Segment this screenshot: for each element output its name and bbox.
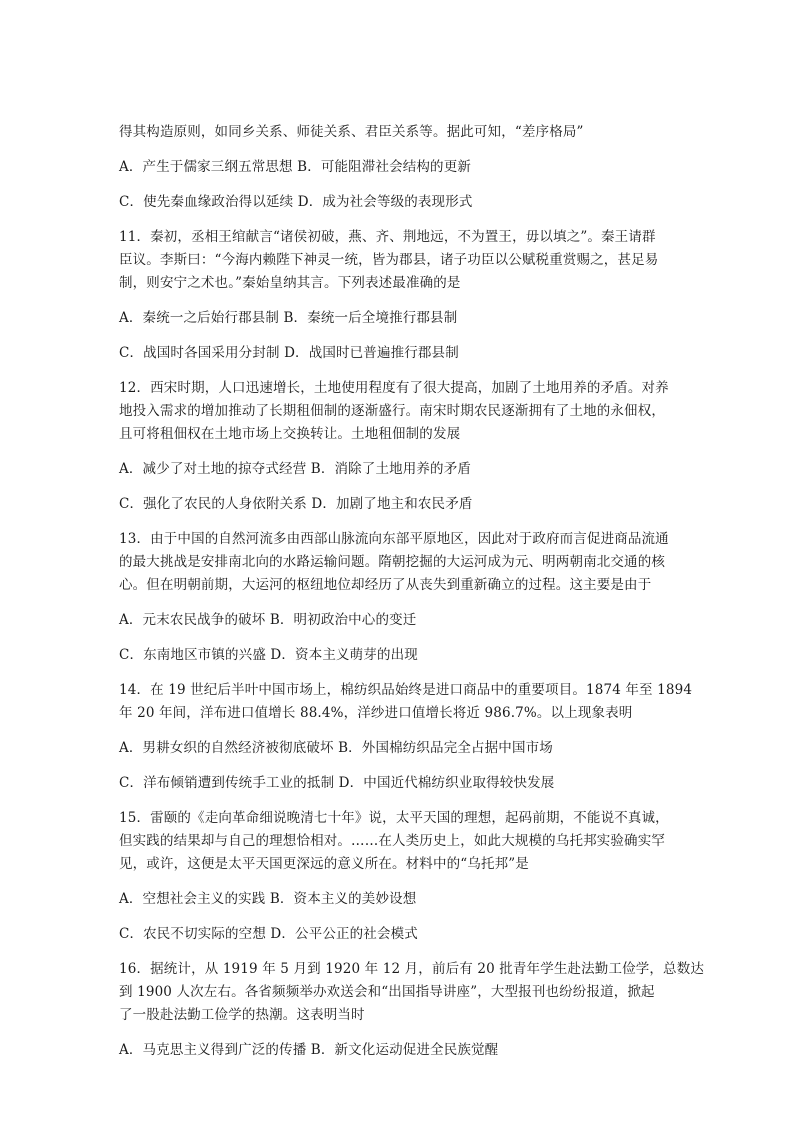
- q12-stem-line-3: 且可将租佃权在土地市场上交换转让。土地租佃制的发展: [119, 426, 461, 442]
- q13-stem-line-3: 心。但在明朝前期，大运河的枢纽地位却经历了从丧失到重新确立的过程。这主要是由于: [119, 577, 652, 593]
- q12-stem-line-2: 地投入需求的增加推动了长期租佃制的逐渐盛行。南宋时期农民逐渐拥有了土地的永佃权，: [119, 403, 665, 419]
- q13-options-ab: A．元末农民战争的破坏 B．明初政治中心的变迁: [119, 612, 417, 628]
- q12-stem-line-1: 12．西宋时期，人口迅速增长，土地使用程度有了很大提高，加剧了土地用养的矛盾。对养: [119, 380, 669, 396]
- q11-stem-line-2: 臣议。李斯曰：“今海内赖陛下神灵一统，皆为郡县，诸子功臣以公赋税重赏赐之，甚足易: [119, 252, 659, 268]
- q13-stem-line-1: 13．由于中国的自然河流多由西部山脉流向东部平原地区，因此对于政府而言促进商品流通: [119, 531, 669, 547]
- q11-options-cd: C．战国时各国采用分封制 D．战国时已普遍推行郡县制: [119, 345, 459, 361]
- q16-options-ab: A．马克思主义得到广泛的传播 B．新文化运动促进全民族觉醒: [119, 1042, 499, 1058]
- q14-stem-line-1: 14．在 19 世纪后半叶中国市场上，棉纺织品始终是进口商品中的重要项目。1874 年至 1894: [119, 682, 693, 698]
- q13-stem-line-2: 的最大挑战是安排南北向的水路运输问题。隋朝挖掘的大运河成为元、明两朝南北交通的核: [119, 554, 665, 570]
- q15-stem-line-1: 15．雷颐的《走向革命细说晚清七十年》说，太平天国的理想，起码前期，不能说不真诚，: [119, 810, 669, 826]
- q13-options-cd: C．东南地区市镇的兴盛 D．资本主义萌芽的出现: [119, 647, 418, 663]
- q14-options-ab: A．男耕女织的自然经济被彻底破坏 B．外国棉纺织品完全占据中国市场: [119, 740, 553, 756]
- q12-options-ab: A．减少了对土地的掠夺式经营 B．消除了土地用养的矛盾: [119, 461, 472, 477]
- q12-options-cd: C．强化了农民的人身依附关系 D．加剧了地主和农民矛盾: [119, 496, 473, 512]
- q14-stem-line-2: 年 20 年间，洋布进口值增长 88.4%，洋纱进口值增长将近 986.7%。以上现象表明: [119, 705, 633, 721]
- q16-stem-line-2: 到 1900 人次左右。各省频频举办欢送会和“出国指导讲座”，大型报刊也纷纷报道，掀起: [119, 984, 655, 1000]
- q14-options-cd: C．洋布倾销遭到传统手工业的抵制 D．中国近代棉纺织业取得较快发展: [119, 775, 555, 791]
- q16-stem-line-1: 16．据统计，从 1919 年 5 月到 1920 年 12 月，前后有 20 批青年学生赴法勤工俭学，总数达: [119, 961, 704, 977]
- q15-stem-line-2: 但实践的结果却与自己的理想恰相对。……在人类历史上，如此大规模的乌托邦实验确实罕: [119, 833, 665, 849]
- q15-stem-line-3: 见，或许，这便是太平天国更深远的意义所在。材料中的“乌托邦”是: [119, 856, 529, 872]
- q15-options-ab: A．空想社会主义的实践 B．资本主义的美妙设想: [119, 891, 417, 907]
- q11-stem-line-1: 11．秦初，丞相王绾献言“诸侯初破，燕、齐、荆地远，不为置王，毋以填之”。秦王请群: [119, 229, 656, 245]
- q10-stem-line: 得其构造原则，如同乡关系、师徒关系、君臣关系等。据此可知，“差序格局”: [119, 124, 584, 140]
- q10-options-ab: A．产生于儒家三纲五常思想 B．可能阻滞社会结构的更新: [119, 159, 472, 175]
- q11-options-ab: A．秦统一之后始行郡县制 B．秦统一后全境推行郡县制: [119, 310, 458, 326]
- q11-stem-line-3: 制，则安宁之术也。”秦始皇纳其言。下列表述最准确的是: [119, 275, 461, 291]
- q16-stem-line-3: 了一股赴法勤工俭学的热潮。这表明当时: [119, 1007, 365, 1023]
- q10-options-cd: C．使先秦血缘政治得以延续 D．成为社会等级的表现形式: [119, 194, 473, 210]
- q15-options-cd: C．农民不切实际的空想 D．公平公正的社会模式: [119, 926, 418, 942]
